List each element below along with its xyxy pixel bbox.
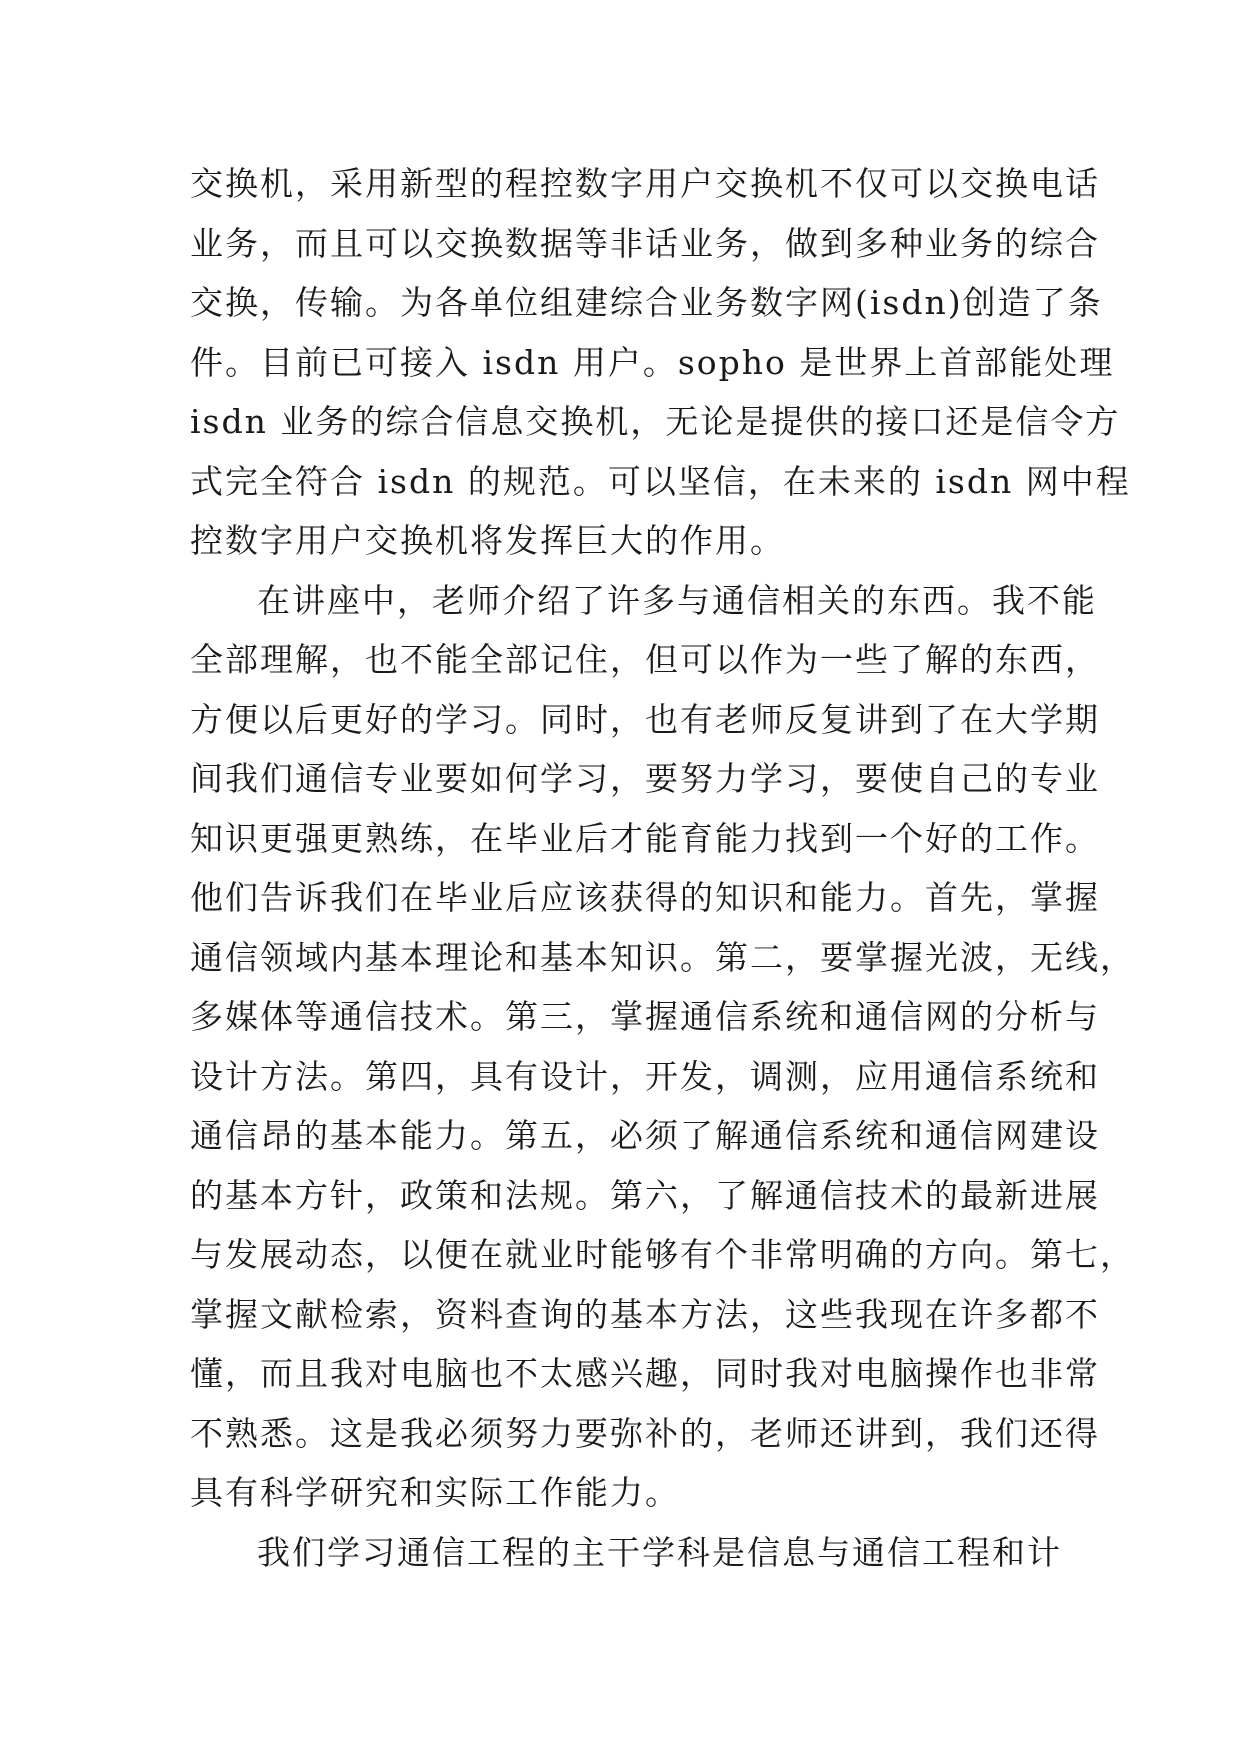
text-line: 设计方法。第四，具有设计，开发，调测，应用通信系统和: [190, 1056, 1100, 1096]
paragraph-first-line: 在讲座中，老师介绍了许多与通信相关的东西。我不能: [257, 580, 1097, 620]
text-line: 件。目前已可接入 isdn 用户。sopho 是世界上首部能处理: [190, 342, 1115, 382]
text-line: 他们告诉我们在毕业后应该获得的知识和能力。首先，掌握: [190, 878, 1100, 917]
text-line: 交换，传输。为各单位组建综合业务数字网(isdn)创造了条: [190, 283, 1103, 322]
text-line: 懂，而且我对电脑也不太感兴趣，同时我对电脑操作也非常: [190, 1354, 1100, 1393]
text-line: 知识更强更熟练，在毕业后才能育能力找到一个好的工作。: [190, 818, 1100, 858]
text-line: 通信昂的基本能力。第五，必须了解通信系统和通信网建设: [190, 1116, 1100, 1155]
paragraph-first-line: 我们学习通信工程的主干学科是信息与通信工程和计: [257, 1532, 1062, 1572]
text-line: 式完全符合 isdn 的规范。可以坚信，在未来的 isdn 网中程: [190, 461, 1131, 501]
text-line: 具有科学研究和实际工作能力。: [190, 1473, 680, 1512]
text-line: 掌握文献检索，资料查询的基本方法，这些我现在许多都不: [190, 1294, 1100, 1334]
text-line: 全部理解，也不能全部记住，但可以作为一些了解的东西，: [190, 640, 1100, 679]
text-line: 不熟悉。这是我必须努力要弥补的，老师还讲到，我们还得: [190, 1413, 1100, 1453]
text-line: 通信领域内基本理论和基本知识。第二，要掌握光波，无线，: [190, 937, 1135, 977]
text-line: 业务，而且可以交换数据等非话业务，做到多种业务的综合: [190, 223, 1100, 263]
text-line: 交换机，采用新型的程控数字用户交换机不仅可以交换电话: [190, 164, 1100, 203]
text-line: 多媒体等通信技术。第三，掌握通信系统和通信网的分析与: [190, 997, 1100, 1036]
text-line: 与发展动态，以便在就业时能够有个非常明确的方向。第七，: [190, 1235, 1135, 1274]
text-line: 的基本方针，政策和法规。第六，了解通信技术的最新进展: [190, 1175, 1100, 1215]
body-text: [190, 154, 1135, 1582]
text-line: 间我们通信专业要如何学习，要努力学习，要使自己的专业: [190, 759, 1100, 798]
text-line: 方便以后更好的学习。同时，也有老师反复讲到了在大学期: [190, 699, 1100, 739]
text-line: isdn 业务的综合信息交换机，无论是提供的接口还是信令方: [190, 402, 1121, 441]
text-line: 控数字用户交换机将发挥巨大的作用。: [190, 521, 785, 560]
